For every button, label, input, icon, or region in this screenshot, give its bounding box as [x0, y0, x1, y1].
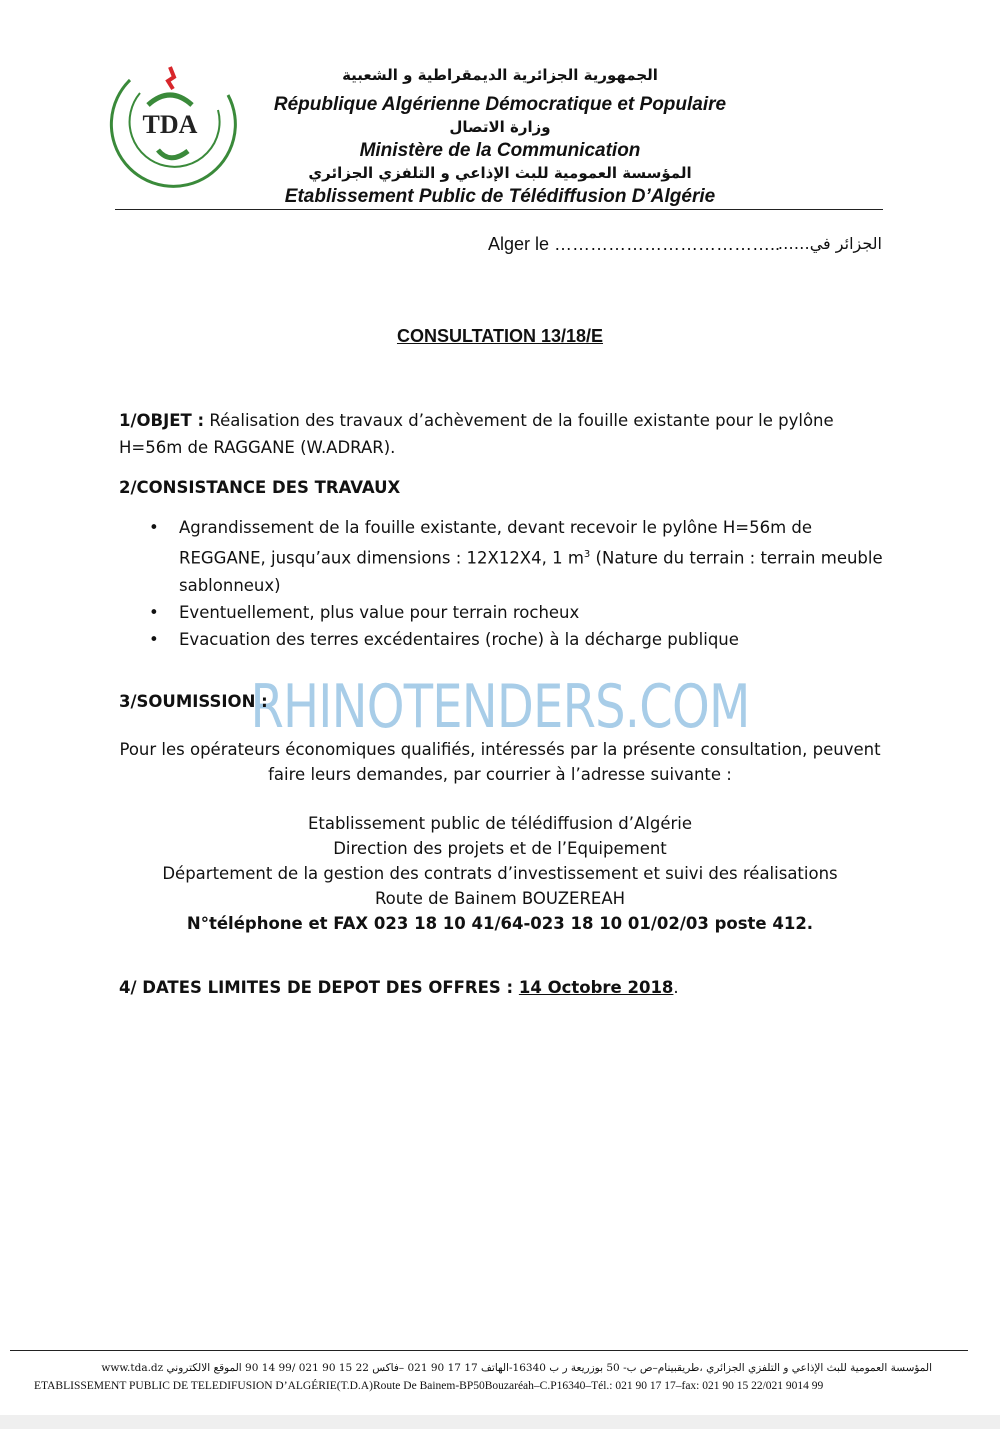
- header-ar-ministry: وزارة الاتصال: [449, 118, 551, 136]
- item-superscript: 3: [583, 549, 591, 560]
- footer-fr: ETABLISSEMENT PUBLIC DE TELEDIFUSION D’ALGÉRIE(T.D.A)Route De Bainem-BP50Bouzaréah–C.P16340–Tél.: 021 90 17 17–fax: 021 90 15 22/021 9014 99: [34, 1380, 824, 1392]
- address-line: Département de la gestion des contrats d’investissement et suivi des réalisations: [162, 864, 838, 883]
- document-title: [0, 326, 1000, 347]
- bullet-icon: •: [149, 602, 159, 622]
- objet-label: 1/OBJET :: [119, 411, 205, 430]
- header-fr-establishment: Etablissement Public de Télédiffusion D’Algérie: [284, 186, 716, 207]
- header-ar-establishment: المؤسسة العمومية للبث الإذاعي و التلفزي الجزائري: [308, 164, 692, 182]
- item-text: Agrandissement de la fouille existante, devant recevoir le pylône H=56m de REGGANE, jusqu’aux dimensions : 12X12X4, 1 m: [179, 518, 813, 568]
- bullet-icon: •: [149, 518, 159, 537]
- footer-ar: المؤسسة العمومية للبث الإذاعي و التلفزي الجزائري ،طريقبينام–ص ب- 50 بوزريعة ر ب 16340-الهاتف 17 17 90 021 –فاكس 22 15 90 021 /99 14 90 الموقع الالكتروني www.tda.dz: [101, 1362, 932, 1374]
- header-fr-republic: République Algérienne Démocratique et Populaire: [273, 94, 727, 115]
- tda-logo-emblem: [100, 55, 240, 195]
- objet-text: Réalisation des travaux d’achèvement de la fouille existante pour le pylône H=56m de RAGGANE (W.ADRAR).: [119, 411, 834, 457]
- soumission-label: 3/SOUMISSION :: [119, 692, 268, 711]
- watermark: RHINOTENDERS.COM: [250, 672, 750, 742]
- item-text: Evacuation des terres excédentaires (roche) à la décharge publique: [179, 629, 739, 649]
- date-line-ar: الجزائر في……: [777, 234, 882, 253]
- section-dates: [119, 974, 889, 1001]
- logo-letters: TDA: [142, 110, 198, 139]
- soumission-intro: Pour les opérateurs économiques qualifiés, intéressés par la présente consultation, peuvent faire leurs demandes, par courrier à l’adresse suivante :: [119, 740, 881, 784]
- dates-label: 4/ DATES LIMITES DE DEPOT DES OFFRES :: [119, 978, 519, 997]
- date-line-fr: Alger le ………………………………..: [488, 234, 781, 254]
- page-bottom-band: [0, 1415, 1000, 1429]
- address-line: Etablissement public de télédiffusion d’Algérie: [307, 814, 693, 833]
- list-item: [149, 599, 889, 626]
- consistance-label: 2/CONSISTANCE DES TRAVAUX: [119, 478, 401, 497]
- bullet-icon: •: [149, 629, 159, 649]
- address-block: [100, 811, 900, 936]
- list-item: [149, 626, 889, 653]
- item-text: Eventuellement, plus value pour terrain rocheux: [179, 602, 580, 622]
- deadline-date: 14 Octobre 2018: [518, 978, 674, 997]
- section-objet: [119, 407, 889, 461]
- footer-divider: [10, 1350, 968, 1351]
- title-text: CONSULTATION 13/18/E: [396, 326, 604, 346]
- consistance-list: [149, 514, 889, 653]
- address-line: Direction des projets et de l’Equipement: [333, 839, 667, 858]
- address-line: Route de Bainem BOUZEREAH: [374, 889, 626, 908]
- dates-period: .: [673, 978, 679, 997]
- phone-fax-line: N°téléphone et FAX 023 18 10 41/64-023 18 10 01/02/03 poste 412.: [186, 914, 814, 933]
- header-divider: [115, 209, 883, 210]
- header-ar-republic: الجمهورية الجزائرية الديمقراطية و الشعبية: [342, 66, 658, 84]
- list-item: [149, 514, 889, 599]
- tda-logo: [100, 55, 240, 195]
- header-fr-ministry: Ministère de la Communication: [359, 140, 641, 161]
- item-text: (Nature du terrain : terrain meuble sablonneux): [179, 548, 883, 595]
